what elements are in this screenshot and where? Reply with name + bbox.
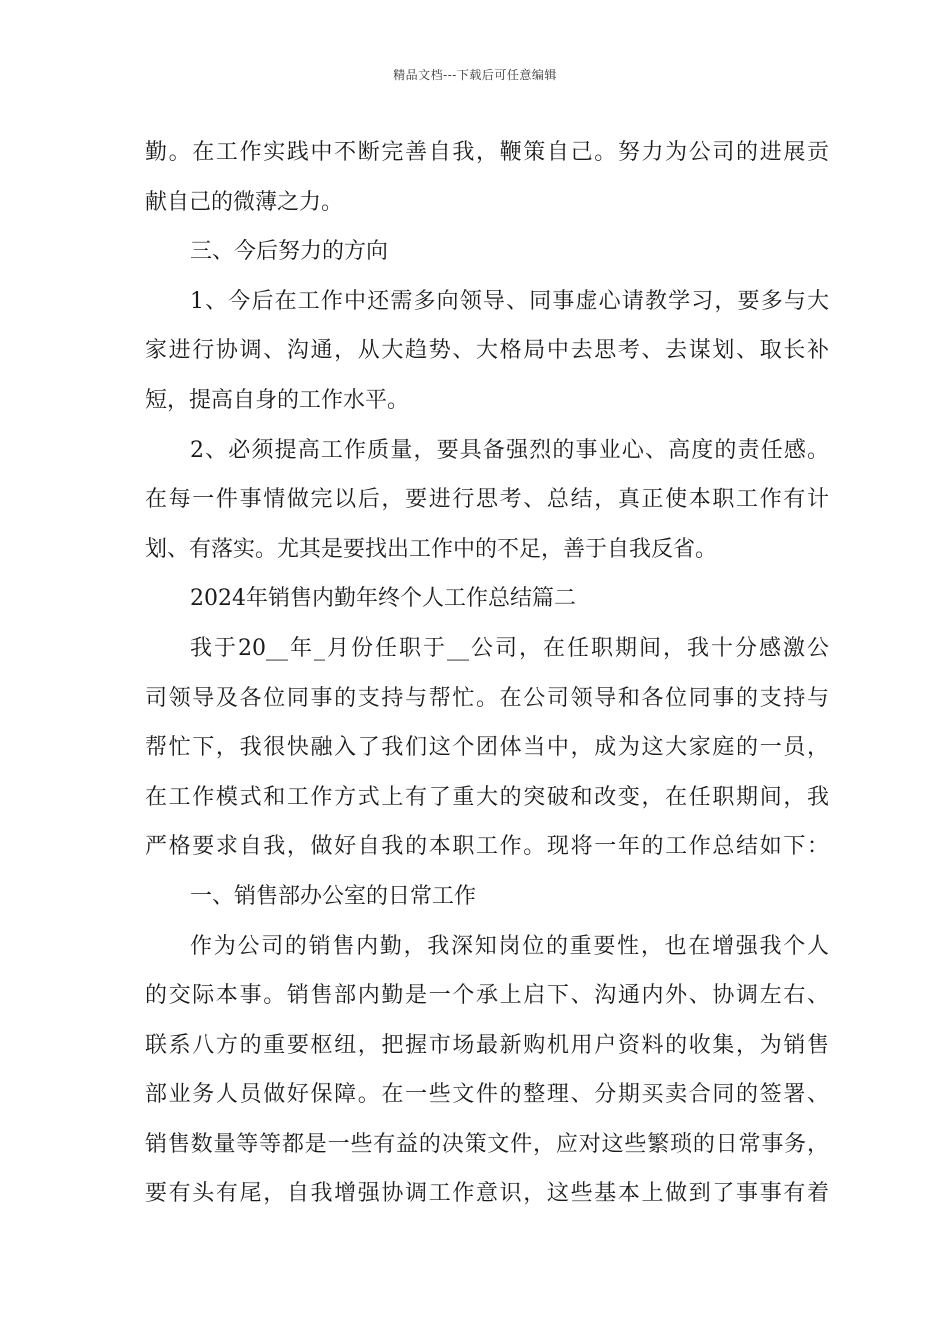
text-line: 1、今后在工作中还需多向领导、同事虚心请教学习，要多与大 (190, 288, 829, 314)
document-body (145, 128, 829, 1219)
text-line: 帮忙下，我很快融入了我们这个团体当中，成为这大家庭的一员， (145, 735, 829, 761)
text-line: 划、有落实。尤其是要找出工作中的不足，善于自我反省。 (145, 536, 718, 562)
text-line: 销售数量等等都是一些有益的决策文件，应对这些繁琐的日常事务， (145, 1131, 829, 1157)
text-line: 的交际本事。销售部内勤是一个承上启下、沟通内外、协调左右、 (145, 983, 829, 1009)
text-line: 在每一件事情做完以后，要进行思考、总结，真正使本职工作有计 (145, 487, 829, 513)
text-line: 我于20__年_月份任职于__公司，在任职期间，我十分感激公 (190, 635, 829, 661)
text-line: 要有头有尾，自我增强协调工作意识，这些基本上做到了事事有着 (145, 1181, 829, 1207)
section-heading: 一、销售部办公室的日常工作 (190, 883, 477, 909)
text-line: 部业务人员做好保障。在一些文件的整理、分期买卖合同的签署、 (145, 1082, 829, 1108)
section-heading: 三、今后努力的方向 (190, 239, 389, 265)
text-line: 短，提高自身的工作水平。 (145, 387, 410, 413)
text-line: 司领导及各位同事的支持与帮忙。在公司领导和各位同事的支持与 (145, 685, 829, 711)
text-line: 勤。在工作实践中不断完善自我，鞭策自己。努力为公司的进展贡 (145, 140, 829, 165)
article-title: 2024年销售内勤年终个人工作总结篇二 (190, 586, 576, 612)
text-line: 家进行协调、沟通，从大趋势、大格局中去思考、去谋划、取长补 (145, 338, 829, 364)
text-line: 严格要求自我，做好自我的本职工作。现将一年的工作总结如下： (145, 834, 829, 860)
text-line: 献自己的微薄之力。 (145, 189, 344, 215)
text-line: 2、必须提高工作质量，要具备强烈的事业心、高度的责任感。 (190, 437, 829, 463)
text-line: 联系八方的重要枢纽，把握市场最新购机用户资料的收集，为销售 (145, 1032, 829, 1058)
text-line: 作为公司的销售内勤，我深知岗位的重要性，也在增强我个人 (190, 933, 829, 959)
text-line: 在工作模式和工作方式上有了重大的突破和改变，在任职期间，我 (145, 784, 829, 810)
page-header: 精品文档---下载后可任意编辑 (393, 68, 557, 82)
